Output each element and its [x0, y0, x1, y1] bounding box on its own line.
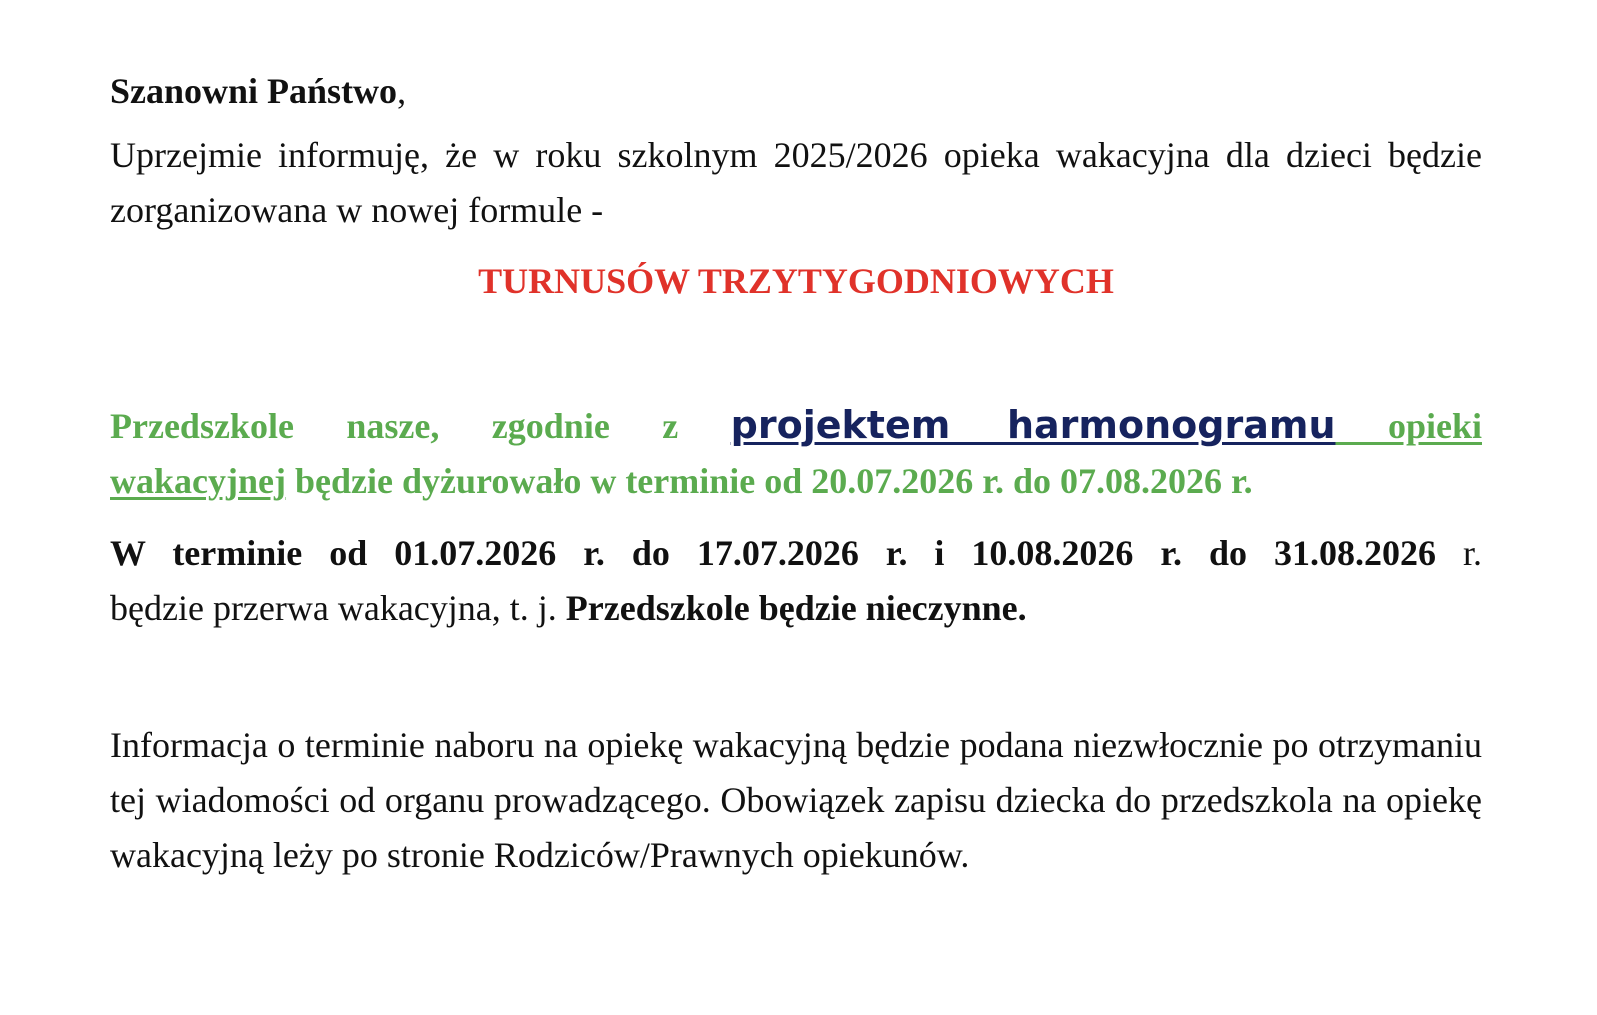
duty-line-2: [110, 454, 1482, 509]
greeting-line: [110, 64, 1482, 119]
info-paragraph: Informacja o terminie naboru na opiekę wakacyjną będzie podana niezwłocznie po otrzymaniu tej wiadomości od organu prowadzącego. Obowiązek zapisu dziecka do przedszkola na opiekę wakacyjną leży po stronie Rodziców/Prawnych opiekunów.: [110, 725, 1482, 875]
closed-notice-text: Przedszkole będzie nieczynne.: [565, 588, 1027, 628]
duty-line-1: [110, 398, 1482, 454]
greeting-comma: ,: [397, 71, 407, 111]
duty-dates-text: będzie dyżurowało w terminie od 20.07.2026 r. do 07.08.2026 r.: [285, 461, 1253, 501]
closed-dates-suffix: r.: [1436, 533, 1482, 573]
closed-dates-text: W terminie od 01.07.2026 r. do 17.07.2026 r. i 10.08.2026 r. do 31.08.2026: [110, 533, 1437, 573]
harmonogram-link-tail[interactable]: opieki: [1335, 406, 1482, 446]
closed-line-2: [110, 581, 1482, 636]
closed-paragraph: [110, 526, 1482, 636]
emphasis-heading: TURNUSÓW TRZYTYGODNIOWYCH: [478, 261, 1114, 301]
closed-line-1: [110, 526, 1482, 581]
duty-paragraph: [110, 398, 1482, 509]
harmonogram-link-tail-2[interactable]: wakacyjnej: [110, 461, 286, 501]
greeting-text: Szanowni Państwo: [110, 71, 398, 111]
harmonogram-link[interactable]: projektem harmonogramu: [730, 403, 1336, 447]
intro-paragraph: Uprzejmie informuję, że w roku szkolnym 2025/2026 opieka wakacyjna dla dzieci będzie zorganizowana w nowej formule -: [110, 135, 1482, 230]
break-text: będzie przerwa wakacyjna, t. j.: [110, 588, 566, 628]
duty-lead-text: Przedszkole nasze, zgodnie z: [110, 406, 731, 446]
